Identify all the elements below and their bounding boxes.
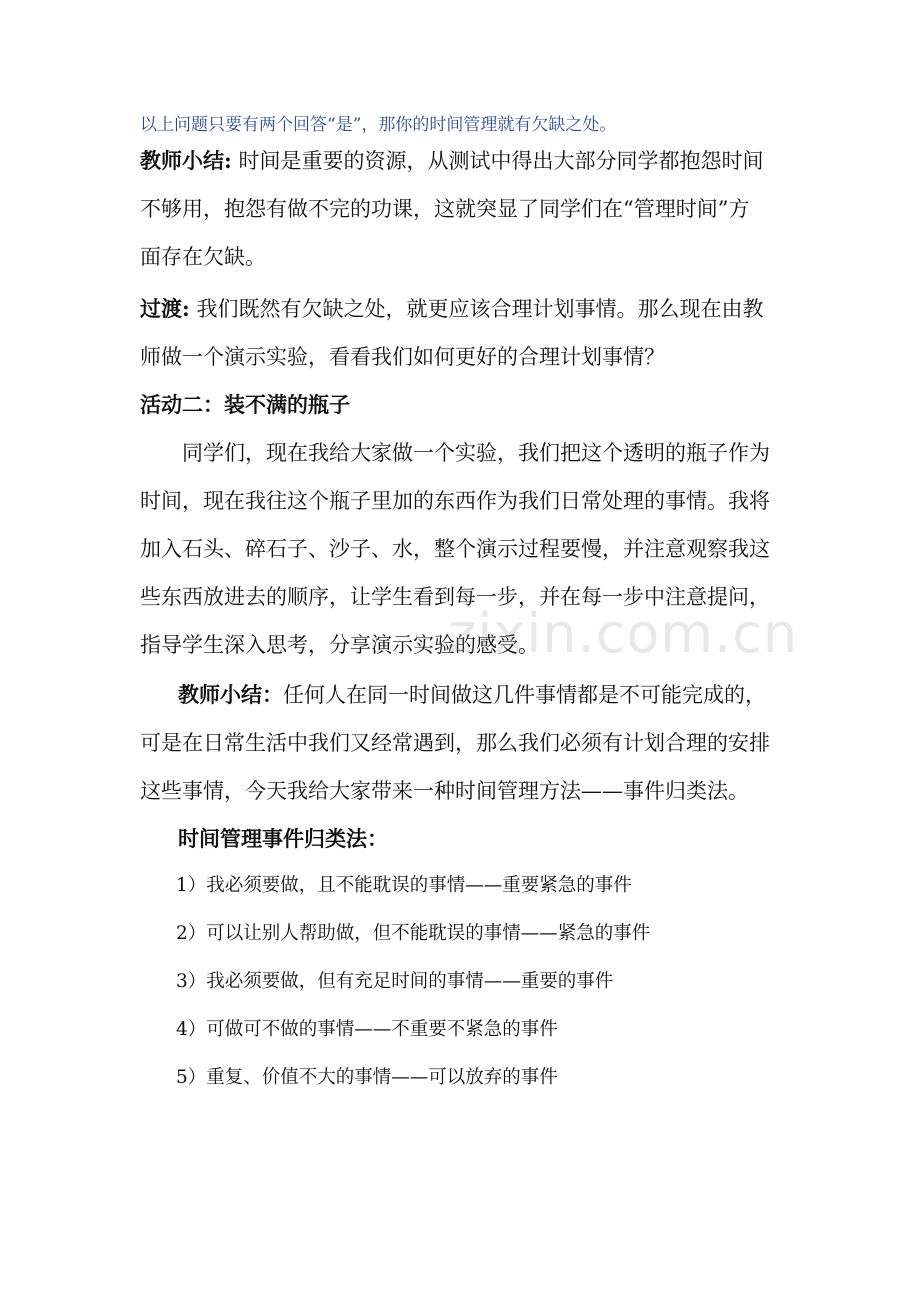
summary2-line-2: 可是在日常生活中我们又经常遇到，那么我们必须有计划合理的安排	[140, 731, 770, 755]
summary1-line-1	[140, 148, 763, 174]
activity2-heading: 活动二：装不满的瓶子	[140, 392, 350, 417]
activity2-line-2: 时间，现在我往这个瓶子里加的东西作为我们日常处理的事情。我将	[140, 489, 770, 513]
summary2-line-3: 这些事情，今天我给大家带来一种时间管理方法——事件归类法。	[140, 779, 749, 803]
method-item-1: 1）我必须要做，且不能耽误的事情——重要紧急的事件	[176, 875, 632, 896]
activity2-line-5: 指导学生深入思考，分享演示实验的感受。	[140, 633, 539, 657]
summary2-line-1	[178, 682, 766, 708]
transition-label: 过渡:	[140, 296, 190, 321]
transition-text-1: 我们既然有欠缺之处，就更应该合理计划事情。那么现在由教	[189, 297, 764, 321]
activity2-line-4: 些东西放进去的顺序，让学生看到每一步，并在每一步中注意提问，	[140, 585, 770, 609]
method-item-5: 5）重复、价值不大的事情——可以放弃的事件	[176, 1067, 558, 1088]
watermark: zixin.com.cn	[448, 602, 799, 665]
summary1-line-3: 面存在欠缺。	[140, 245, 266, 269]
transition-line-2: 师做一个演示实验，看看我们如何更好的合理计划事情？	[140, 345, 665, 369]
summary2-text-1: 任何人在同一时间做这几件事情都是不可能完成的，	[283, 683, 766, 707]
transition-line-1	[140, 296, 763, 322]
activity2-line-3: 加入石头、碎石子、沙子、水，整个演示过程要慢，并注意观察我这	[140, 537, 770, 561]
summary1-line-2: 不够用，抱怨有做不完的功课，这就突显了同学们在“管理时间”方	[140, 197, 750, 221]
method-heading: 时间管理事件归类法：	[178, 826, 388, 851]
activity2-line-1: 同学们，现在我给大家做一个实验，我们把这个透明的瓶子作为	[182, 441, 770, 465]
method-item-4: 4）可做可不做的事情——不重要不紧急的事件	[176, 1019, 558, 1040]
note-line: 以上问题只要有两个回答“是”，那你的时间管理就有欠缺之处。	[140, 115, 617, 135]
method-item-3: 3）我必须要做，但有充足时间的事情——重要的事件	[176, 971, 614, 992]
summary1-label: 教师小结:	[140, 148, 232, 173]
summary2-label: 教师小结：	[178, 682, 283, 707]
method-item-2: 2）可以让别人帮助做，但不能耽误的事情——紧急的事件	[176, 923, 651, 944]
summary1-text-1: 时间是重要的资源，从测试中得出大部分同学都抱怨时间	[231, 149, 764, 173]
